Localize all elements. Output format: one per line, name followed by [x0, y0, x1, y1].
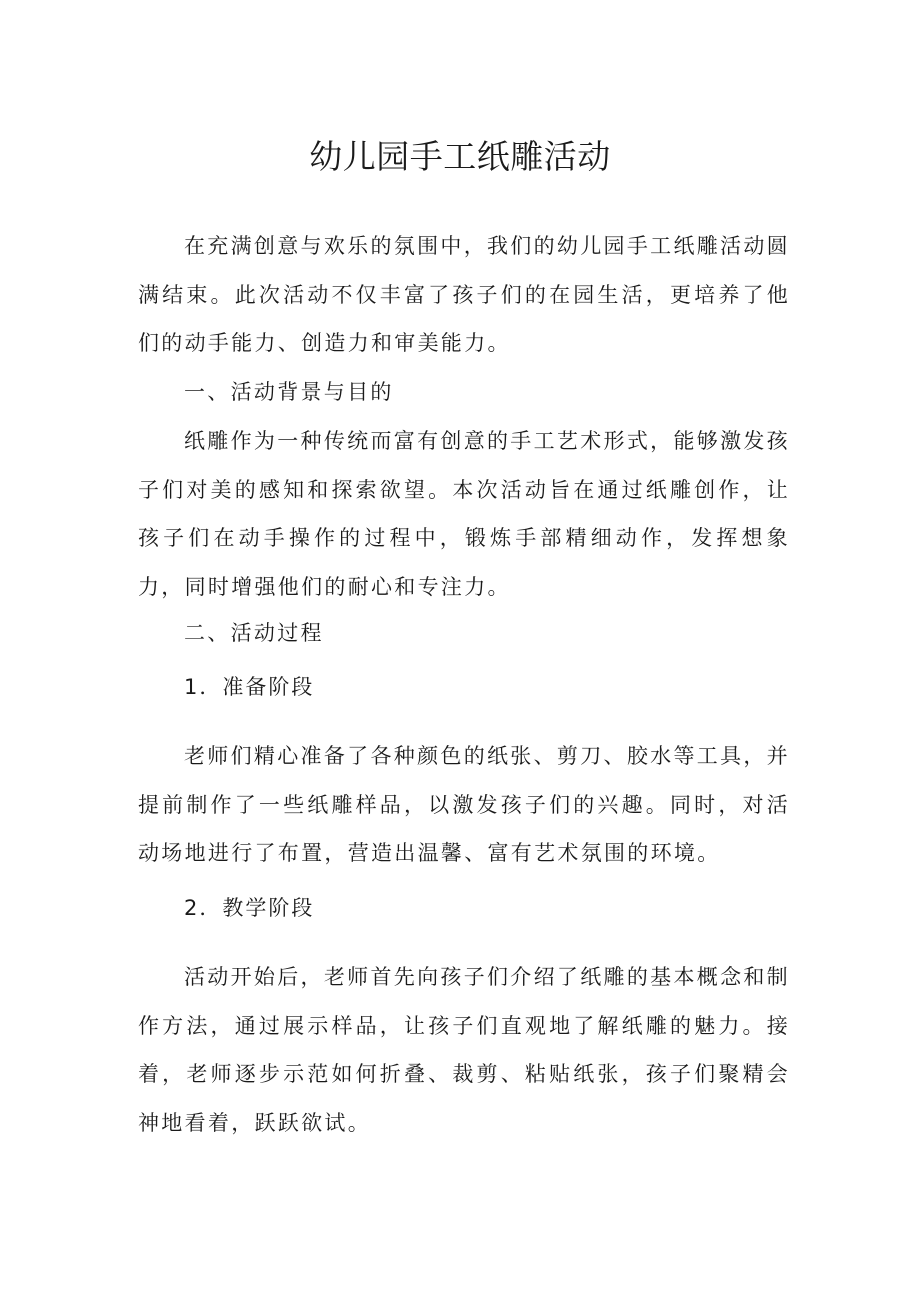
section-heading-process: 二、活动过程 [184, 621, 324, 645]
document-title: 幼儿园手工纸雕活动 [309, 137, 611, 176]
section-heading-background: 一、活动背景与目的 [184, 380, 394, 404]
step-heading-teaching: 2．教学阶段 [184, 896, 315, 920]
preparation-paragraph: 老师们精心准备了各种颜色的纸张、剪刀、胶水等工具，并提前制作了一些纸雕样品，以激发孩子们的兴趣。同时，对活动场地进行了布置，营造出温馨、富有艺术氛围的环境。 [138, 744, 790, 865]
teaching-paragraph: 活动开始后，老师首先向孩子们介绍了纸雕的基本概念和制作方法，通过展示样品，让孩子们直观地了解纸雕的魅力。接着，老师逐步示范如何折叠、裁剪、粘贴纸张，孩子们聚精会神地看着，跃跃欲试。 [138, 965, 790, 1135]
step-heading-preparation: 1．准备阶段 [184, 675, 315, 699]
section-background-paragraph: 纸雕作为一种传统而富有创意的手工艺术形式，能够激发孩子们对美的感知和探索欲望。本次活动旨在通过纸雕创作，让孩子们在动手操作的过程中，锻炼手部精细动作，发挥想象力，同时增强他们的耐心和专注力。 [138, 429, 790, 599]
intro-paragraph: 在充满创意与欢乐的氛围中，我们的幼儿园手工纸雕活动圆满结束。此次活动不仅丰富了孩子们的在园生活，更培养了他们的动手能力、创造力和审美能力。 [138, 234, 790, 355]
